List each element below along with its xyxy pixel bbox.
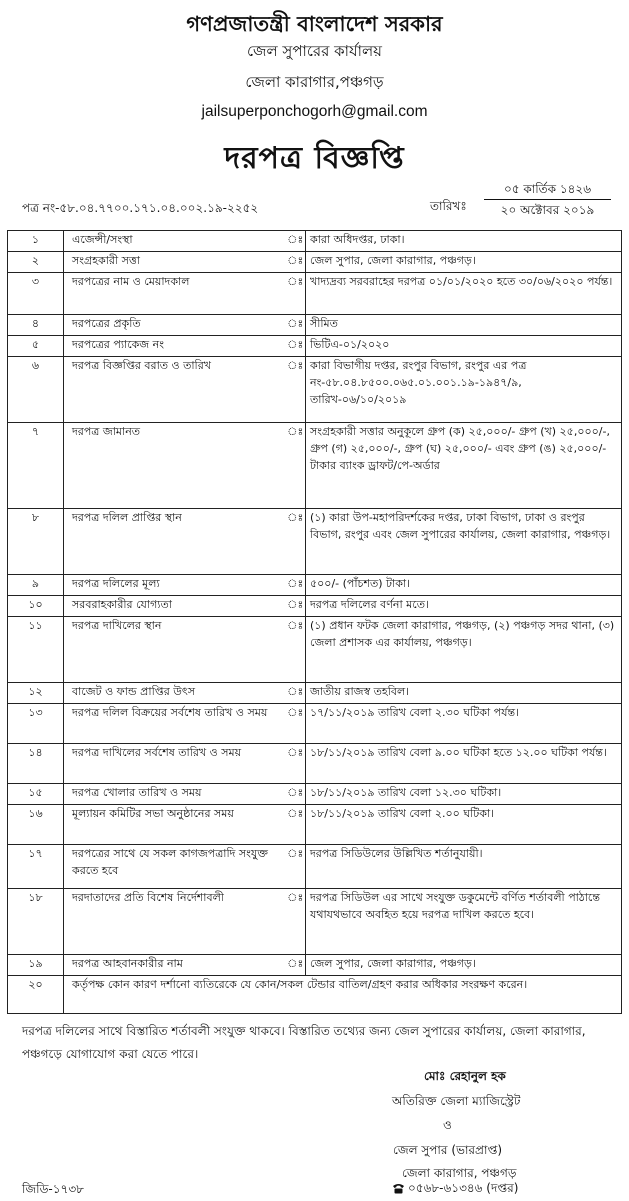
row-colon: ঃ — [286, 784, 306, 805]
row-colon: ঃ — [286, 744, 306, 784]
table-row — [8, 976, 622, 1014]
row-number: ১৫ — [8, 784, 64, 805]
row-item: দরপত্রের প্যাকেজ নং — [64, 336, 286, 357]
table-row — [8, 805, 622, 845]
row-item: মূল্যায়ন কমিটির সভা অনুষ্ঠানের সময় — [64, 805, 286, 845]
row-value: খাদ্যদ্রব্য সরবরাহের দরপত্র ০১/০১/২০২০ হতে ৩০/০৬/২০২০ পর্যন্ত। — [306, 273, 622, 315]
row-colon: ঃ — [286, 357, 306, 423]
row-number: ৭ — [8, 423, 64, 509]
row-number: ৩ — [8, 273, 64, 315]
row-colon: ঃ — [286, 509, 306, 575]
row-item: দরপত্র জামানত — [64, 423, 286, 509]
office-email: jailsuperponchogorh@gmail.com — [201, 103, 428, 120]
row-number: ১৩ — [8, 704, 64, 744]
row-item: দরপত্রের নাম ও মেয়াদকাল — [64, 273, 286, 315]
row-number: ১৭ — [8, 845, 64, 889]
row-item: দরপত্র দলিল বিক্রয়ের সর্বশেষ তারিখ ও সময় — [64, 704, 286, 744]
table-row — [8, 315, 622, 336]
row-colon: ঃ — [286, 575, 306, 596]
row-value: (১) প্রধান ফটক জেলা কারাগার, পঞ্চগড়, (২) পঞ্চগড় সদর থানা, (৩) জেলা প্রশাসক এর কার্যালয়, পঞ্চগড়। — [306, 617, 622, 683]
row-item: সরবরাহকারীর যোগ্যতা — [64, 596, 286, 617]
row-item: দরপত্র আহবানকারীর নাম — [64, 955, 286, 976]
row-number: ৯ — [8, 575, 64, 596]
row-full-text: কর্তৃপক্ষ কোন কারণ দর্শানো ব্যতিরেকে যে কোন/সকল টেন্ডার বাতিল/গ্রহণ করার অধিকার সংরক্ষণ করেন। — [64, 976, 622, 1014]
row-value: সংগ্রহকারী সত্তার অনুকূলে গ্রুপ (ক) ২৫,০০০/- গ্রুপ (খ) ২৫,০০০/-, গ্রুপ (গ) ২৫,০০০/-, গ্রুপ (ঘ) ২৫,০০০/- এবং গ্রুপ (ঙ) ২৫,০০০/- টাকার ব্যাংক ড্রাফট/পে-অর্ডার — [306, 423, 622, 509]
row-colon: ঃ — [286, 315, 306, 336]
jail-location: জেলা কারাগার,পঞ্চগড় — [245, 73, 384, 91]
phone-number: ০৫৬৮-৬১৩৪৬ (দপ্তর) — [408, 1181, 519, 1195]
row-number: ১৮ — [8, 889, 64, 955]
row-value: জেল সুপার, জেলা কারাগার, পঞ্চগড়। — [306, 252, 622, 273]
row-value: দরপত্র সিডিউল এর সাথে সংযুক্ত ডকুমেন্টে বর্ণিত শর্তাবলী পাঠান্তে যথাযথভাবে অবহিত হয়ে দরপত্র দাখিল করতে হবে। — [306, 889, 622, 955]
signatory-and: ও — [443, 1118, 452, 1132]
row-colon: ঃ — [286, 252, 306, 273]
row-item: দরপত্র বিজ্ঞপ্তির বরাত ও তারিখ — [64, 357, 286, 423]
table-row — [8, 955, 622, 976]
row-number: ১ — [8, 231, 64, 252]
row-colon: ঃ — [286, 423, 306, 509]
date-bengali: ০৫ কার্তিক ১৪২৬ — [484, 180, 611, 200]
row-item: দরপত্র খোলার তারিখ ও সময় — [64, 784, 286, 805]
date-box — [484, 180, 611, 220]
row-value: সীমিত — [306, 315, 622, 336]
signatory-title-2: জেল সুপার (ভারপ্রাপ্ত) — [393, 1143, 503, 1157]
row-value: ১৮/১১/২০১৯ তারিখ বেলা ২.০০ ঘটিকা। — [306, 805, 622, 845]
row-value: ৫০০/- (পাঁচশত) টাকা। — [306, 575, 622, 596]
government-heading: গণপ্রজাতন্ত্রী বাংলাদেশ সরকার — [186, 12, 443, 36]
date-label: তারিখঃ — [430, 199, 467, 213]
row-value: ১৮/১১/২০১৯ তারিখ বেলা ১২.৩০ ঘটিকা। — [306, 784, 622, 805]
row-value: দরপত্র দলিলের বর্ণনা মতে। — [306, 596, 622, 617]
row-number: ১০ — [8, 596, 64, 617]
row-item: দরপত্র দলিলের মূল্য — [64, 575, 286, 596]
row-item: সংগ্রহকারী সত্তা — [64, 252, 286, 273]
row-number: ৬ — [8, 357, 64, 423]
row-number: ১২ — [8, 683, 64, 704]
signatory-title-3: জেলা কারাগার, পঞ্চগড় — [402, 1166, 517, 1180]
signatory-title-1: অতিরিক্ত জেলা ম্যাজিস্ট্রেট — [392, 1094, 521, 1108]
table-row — [8, 273, 622, 315]
row-item: দরপত্র দাখিলের স্থান — [64, 617, 286, 683]
row-item: বাজেট ও ফান্ড প্রাপ্তির উৎস — [64, 683, 286, 704]
row-item: দরপত্রের সাথে যে সকল কাগজপত্রাদি সংযুক্ত করতে হবে — [64, 845, 286, 889]
row-colon: ঃ — [286, 596, 306, 617]
row-number: ৪ — [8, 315, 64, 336]
row-value: জেল সুপার, জেলা কারাগার, পঞ্চগড়। — [306, 955, 622, 976]
table-row — [8, 509, 622, 575]
row-number: ২০ — [8, 976, 64, 1014]
table-row — [8, 704, 622, 744]
table-row — [8, 596, 622, 617]
row-number: ১৯ — [8, 955, 64, 976]
table-row — [8, 423, 622, 509]
table-row — [8, 357, 622, 423]
phone-line — [392, 1180, 518, 1200]
row-value: কারা অধিদপ্তর, ঢাকা। — [306, 231, 622, 252]
row-number: ১৪ — [8, 744, 64, 784]
row-item: এজেন্সী/সংস্থা — [64, 231, 286, 252]
date-english: ২০ অক্টোবর ২০১৯ — [500, 203, 595, 217]
row-number: ১৬ — [8, 805, 64, 845]
tender-details-table — [7, 230, 622, 1014]
row-value: দরপত্র সিডিউলের উল্লিখিত শর্তানুযায়ী। — [306, 845, 622, 889]
table-row — [8, 231, 622, 252]
row-number: ১১ — [8, 617, 64, 683]
row-item: দরপত্র দলিল প্রাপ্তির স্থান — [64, 509, 286, 575]
row-colon: ঃ — [286, 889, 306, 955]
telephone-icon — [392, 1183, 405, 1194]
signatory-name: মোঃ রেহানুল হক — [424, 1069, 506, 1083]
row-colon: ঃ — [286, 336, 306, 357]
row-item: দরপত্রের প্রকৃতি — [64, 315, 286, 336]
row-colon: ঃ — [286, 845, 306, 889]
memo-number: পত্র নং-৫৮.০৪.৭৭০০.১৭১.০৪.০০২.১৯-২২৫২ — [22, 201, 259, 215]
row-value: জাতীয় রাজস্ব তহবিল। — [306, 683, 622, 704]
table-row — [8, 336, 622, 357]
footnote: দরপত্র দলিলের সাথে বিস্তারিত শর্তাবলী সংযুক্ত থাকবে। বিস্তারিত তথ্যের জন্য জেল সুপারের কার্যালয়, জেলা কারাগার, পঞ্চগড়ে যোগাযোগ করা যেতে পারে। — [22, 1024, 586, 1061]
table-row — [8, 889, 622, 955]
row-colon: ঃ — [286, 231, 306, 252]
notice-title: দরপত্র বিজ্ঞপ্তি — [224, 141, 405, 176]
row-item: দরপত্র দাখিলের সর্বশেষ তারিখ ও সময় — [64, 744, 286, 784]
office-name: জেল সুপারের কার্যালয় — [246, 42, 383, 60]
row-value: (১) কারা উপ-মহাপরিদর্শকের দপ্তর, ঢাকা বিভাগ, ঢাকা ও রংপুর বিভাগ, রংপুর এবং জেল সুপারের কার্যালয়, জেলা কারাগার, পঞ্চগড়। — [306, 509, 622, 575]
table-row — [8, 575, 622, 596]
row-number: ২ — [8, 252, 64, 273]
row-value: কারা বিভাগীয় দপ্তর, রংপুর বিভাগ, রংপুর এর পত্র নং-৫৮.০৪.৮৫০০.০৬৫.০১.০০১.১৯-১৯৪৭/৯, তারিখ-০৬/১০/২০১৯ — [306, 357, 622, 423]
table-row — [8, 784, 622, 805]
table-row — [8, 744, 622, 784]
table-row — [8, 617, 622, 683]
row-colon: ঃ — [286, 955, 306, 976]
row-value: ভিটিএ-০১/২০২০ — [306, 336, 622, 357]
row-colon: ঃ — [286, 683, 306, 704]
table-row — [8, 845, 622, 889]
row-number: ৮ — [8, 509, 64, 575]
row-colon: ঃ — [286, 617, 306, 683]
row-value: ১৮/১১/২০১৯ তারিখ বেলা ৯.০০ ঘটিকা হতে ১২.০০ ঘটিকা পর্যন্ত। — [306, 744, 622, 784]
row-number: ৫ — [8, 336, 64, 357]
row-colon: ঃ — [286, 704, 306, 744]
gd-number: জিডি-১৭৩৮ — [22, 1182, 84, 1196]
row-colon: ঃ — [286, 273, 306, 315]
row-colon: ঃ — [286, 805, 306, 845]
row-value: ১৭/১১/২০১৯ তারিখ বেলা ২.৩০ ঘটিকা পর্যন্ত। — [306, 704, 622, 744]
table-row — [8, 252, 622, 273]
row-item: দরদাতাদের প্রতি বিশেষ নির্দেশাবলী — [64, 889, 286, 955]
table-row — [8, 683, 622, 704]
